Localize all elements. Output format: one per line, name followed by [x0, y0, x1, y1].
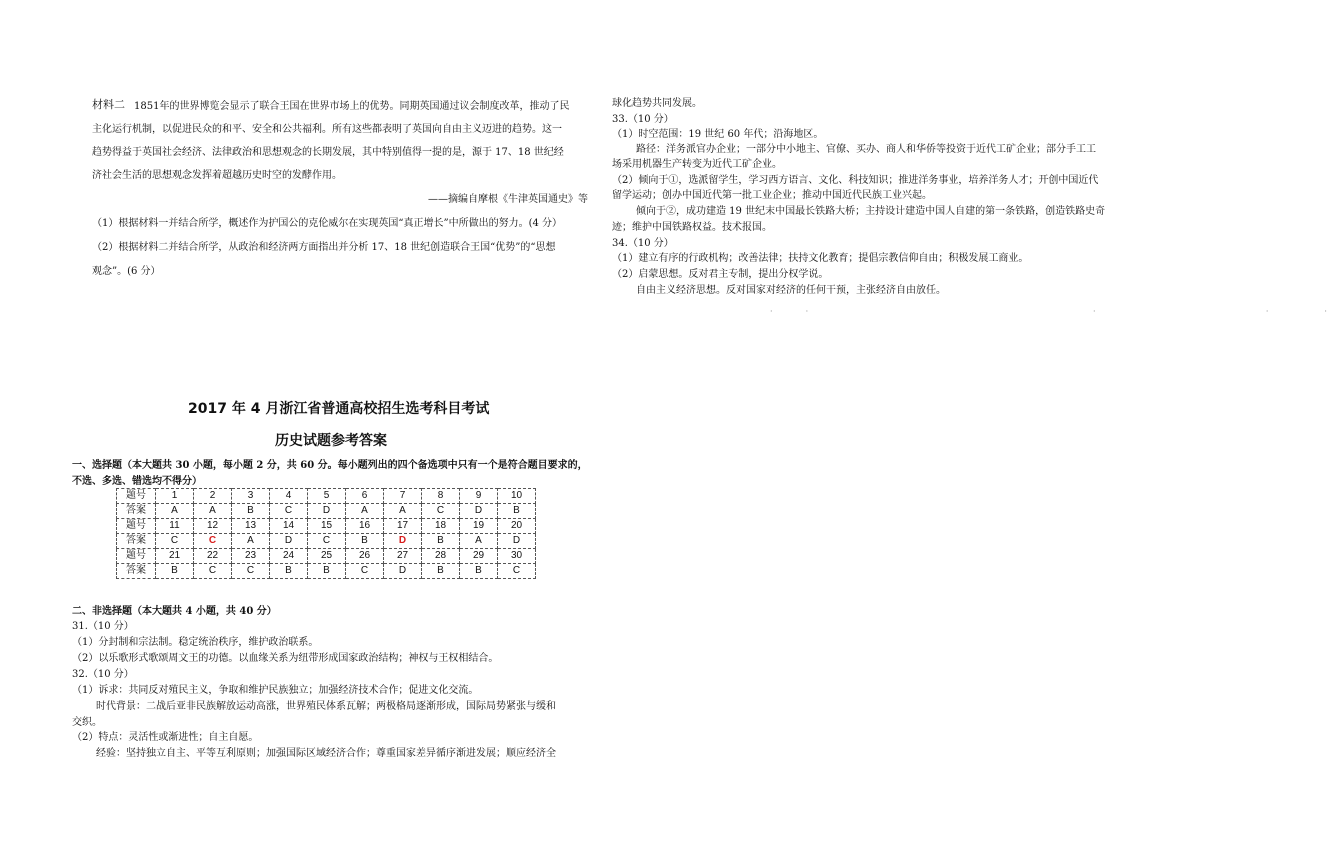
table-cell-num: 28 — [422, 549, 460, 564]
answer-title: 2017 年 4 月浙江省普通高校招生选考科目考试 — [188, 401, 490, 417]
table-cell-answer: B — [422, 534, 460, 549]
q33-answer-2-line-1: （2）倾向于①，选派留学生，学习西方语言、文化、科技知识；推进洋务事业，培养洋务人才；开创中国近代 — [612, 175, 1099, 186]
material-line-1: 1851年的世界博览会显示了联合王国在世界市场上的优势。同期英国通过议会制度改革，推动了民 — [134, 101, 570, 112]
table-cell-num: 20 — [498, 519, 536, 534]
table-cell-answer: A — [156, 504, 194, 519]
table-cell-answer: C — [498, 564, 536, 579]
q33-answer-1b-line-1: 路径：洋务派官办企业；一部分中小地主、官僚、买办、商人和华侨等投资于近代工矿企业；部分手工工 — [636, 144, 1096, 155]
table-cell-num: 10 — [498, 489, 536, 504]
table-cell-answer: B — [232, 504, 270, 519]
table-cell-num: 26 — [346, 549, 384, 564]
table-cell-num: 11 — [156, 519, 194, 534]
table-cell-answer: C — [308, 534, 346, 549]
table-cell-num: 2 — [194, 489, 232, 504]
table-cell-num: 27 — [384, 549, 422, 564]
table-cell-num: 9 — [460, 489, 498, 504]
table-cell-answer: B — [498, 504, 536, 519]
table-cell-answer: C — [232, 564, 270, 579]
table-cell-answer: A — [346, 504, 384, 519]
section1-heading-line-1: 一、选择题（本大题共 30 小题，每小题 2 分，共 60 分。每小题列出的四个备选项中只有一个是符合题目要求的， — [72, 460, 588, 471]
q32-answer-1b-line-2: 交织。 — [72, 717, 102, 728]
q32-answer-2: （2）特点：灵活性或渐进性；自主自愿。 — [72, 732, 259, 743]
scan-specks: · · · · · — [770, 307, 1327, 316]
table-cell-answer: B — [346, 534, 384, 549]
answer-subtitle: 历史试题参考答案 — [275, 433, 387, 449]
ans-label: 答案 — [117, 534, 156, 549]
table-cell-num: 1 — [156, 489, 194, 504]
q34-answer-2: （2）启蒙思想。反对君主专制，提出分权学说。 — [612, 269, 829, 280]
table-cell-num: 3 — [232, 489, 270, 504]
section1-heading-line-2: 不选、多选、错选均不得分） — [72, 476, 202, 487]
table-row-numbers-1 — [117, 489, 536, 504]
num-label: 题号 — [117, 489, 156, 504]
q33-heading: 33.（10 分） — [612, 114, 674, 125]
table-cell-answer: C — [270, 504, 308, 519]
table-cell-num: 14 — [270, 519, 308, 534]
table-row-numbers-3 — [117, 549, 536, 564]
table-cell-answer: D — [498, 534, 536, 549]
material-line-3: 趋势得益于英国社会经济、法律政治和思想观念的长期发展，其中特别值得一提的是，源于 17、18 世纪经 — [92, 147, 564, 158]
table-cell-num: 5 — [308, 489, 346, 504]
table-cell-num: 8 — [422, 489, 460, 504]
table-cell-num: 15 — [308, 519, 346, 534]
q32-answer-1b-line-1: 时代背景：二战后亚非民族解放运动高涨，世界殖民体系瓦解；两极格局逐渐形成，国际局势紧张与缓和 — [96, 701, 556, 712]
table-cell-answer: B — [308, 564, 346, 579]
table-cell-num: 24 — [270, 549, 308, 564]
question-2-line-1: （2）根据材料二并结合所学，从政治和经济两方面指出并分析 17、18 世纪创造联合王国“优势”的“思想 — [92, 242, 556, 253]
ans-label: 答案 — [117, 564, 156, 579]
q33-answer-1b-line-2: 场采用机器生产转变为近代工矿企业。 — [612, 159, 782, 170]
num-label: 题号 — [117, 549, 156, 564]
table-cell-num: 30 — [498, 549, 536, 564]
table-row-answers-3 — [117, 564, 536, 579]
table-cell-answer: D — [460, 504, 498, 519]
table-cell-answer: D — [270, 534, 308, 549]
table-cell-num: 7 — [384, 489, 422, 504]
q31-answer-2: （2）以乐歌形式歌颂周文王的功德。以血缘关系为纽带形成国家政治结构；神权与王权相结合。 — [72, 653, 499, 664]
table-cell-answer: C — [422, 504, 460, 519]
table-cell-answer: D — [384, 564, 422, 579]
question-2-line-2: 观念”。(6 分） — [92, 266, 161, 277]
table-cell-answer: B — [460, 564, 498, 579]
q33-answer-2b-line-2: 迹；维护中国铁路权益。技术报国。 — [612, 222, 772, 233]
table-cell-num: 16 — [346, 519, 384, 534]
q31-heading: 31.（10 分） — [72, 621, 134, 632]
table-cell-answer: B — [156, 564, 194, 579]
table-cell-answer-highlighted: D — [384, 534, 422, 549]
table-cell-answer: A — [460, 534, 498, 549]
table-cell-num: 23 — [232, 549, 270, 564]
ans-label: 答案 — [117, 504, 156, 519]
q33-answer-2b-line-1: 倾向于②，成功建造 19 世纪末中国最长铁路大桥；主持设计建造中国人自建的第一条铁路，创造铁路史奇 — [636, 206, 1106, 217]
answer-table — [116, 488, 536, 579]
table-row-answers-1 — [117, 504, 536, 519]
material-line-4: 济社会生活的思想观念发挥着超越历史时空的发酵作用。 — [92, 170, 342, 181]
table-cell-answer: C — [194, 564, 232, 579]
table-cell-num: 6 — [346, 489, 384, 504]
q32-answer-1: （1）诉求：共同反对殖民主义，争取和维护民族独立；加强经济技术合作；促进文化交流。 — [72, 685, 479, 696]
table-cell-num: 19 — [460, 519, 498, 534]
table-cell-answer: A — [384, 504, 422, 519]
table-cell-num: 21 — [156, 549, 194, 564]
table-cell-num: 25 — [308, 549, 346, 564]
table-cell-num: 12 — [194, 519, 232, 534]
q31-answer-1: （1）分封制和宗法制。稳定统治秩序，维护政治联系。 — [72, 637, 319, 648]
table-cell-answer: A — [232, 534, 270, 549]
table-cell-num: 18 — [422, 519, 460, 534]
table-cell-num: 4 — [270, 489, 308, 504]
q32-heading: 32.（10 分） — [72, 669, 134, 680]
section2-heading: 二、非选择题（本大题共 4 小题，共 40 分） — [72, 606, 277, 617]
q33-answer-1: （1）时空范围：19 世纪 60 年代；沿海地区。 — [612, 129, 824, 140]
material-line-2: 主化运行机制，以促进民众的和平、安全和公共福利。所有这些都表明了英国向自由主义迈进的趋势。这一 — [92, 124, 562, 135]
question-1: （1）根据材料一并结合所学，概述作为护国公的克伦威尔在实现英国“真正增长”中所做出的努力。(4 分） — [92, 218, 563, 229]
table-cell-answer: A — [194, 504, 232, 519]
table-cell-answer: C — [156, 534, 194, 549]
table-row-answers-2 — [117, 534, 536, 549]
table-cell-answer-highlighted: C — [194, 534, 232, 549]
num-label: 题号 — [117, 519, 156, 534]
table-cell-answer: B — [270, 564, 308, 579]
material-source: ——摘编自摩根《牛津英国通史》等 — [428, 194, 588, 205]
q34-heading: 34.（10 分） — [612, 238, 674, 249]
table-cell-answer: C — [346, 564, 384, 579]
q34-answer-1: （1）建立有序的行政机构；改善法律；扶持文化教育；提倡宗教信仰自由；积极发展工商业。 — [612, 253, 1029, 264]
table-cell-num: 29 — [460, 549, 498, 564]
table-cell-answer: D — [308, 504, 346, 519]
table-cell-answer: B — [422, 564, 460, 579]
q32-continuation: 球化趋势共同发展。 — [612, 98, 702, 109]
material-label: 材料二 — [92, 98, 125, 111]
q34-answer-2b: 自由主义经济思想。反对国家对经济的任何干预，主张经济自由放任。 — [636, 285, 946, 296]
q33-answer-2-line-2: 留学运动；创办中国近代第一批工业企业；推动中国近代民族工业兴起。 — [612, 190, 932, 201]
q32-answer-2b: 经验：坚持独立自主、平等互利原则；加强国际区域经济合作；尊重国家差异循序渐进发展；顺应经济全 — [96, 748, 556, 759]
table-cell-num: 17 — [384, 519, 422, 534]
table-cell-num: 13 — [232, 519, 270, 534]
table-row-numbers-2 — [117, 519, 536, 534]
table-cell-num: 22 — [194, 549, 232, 564]
